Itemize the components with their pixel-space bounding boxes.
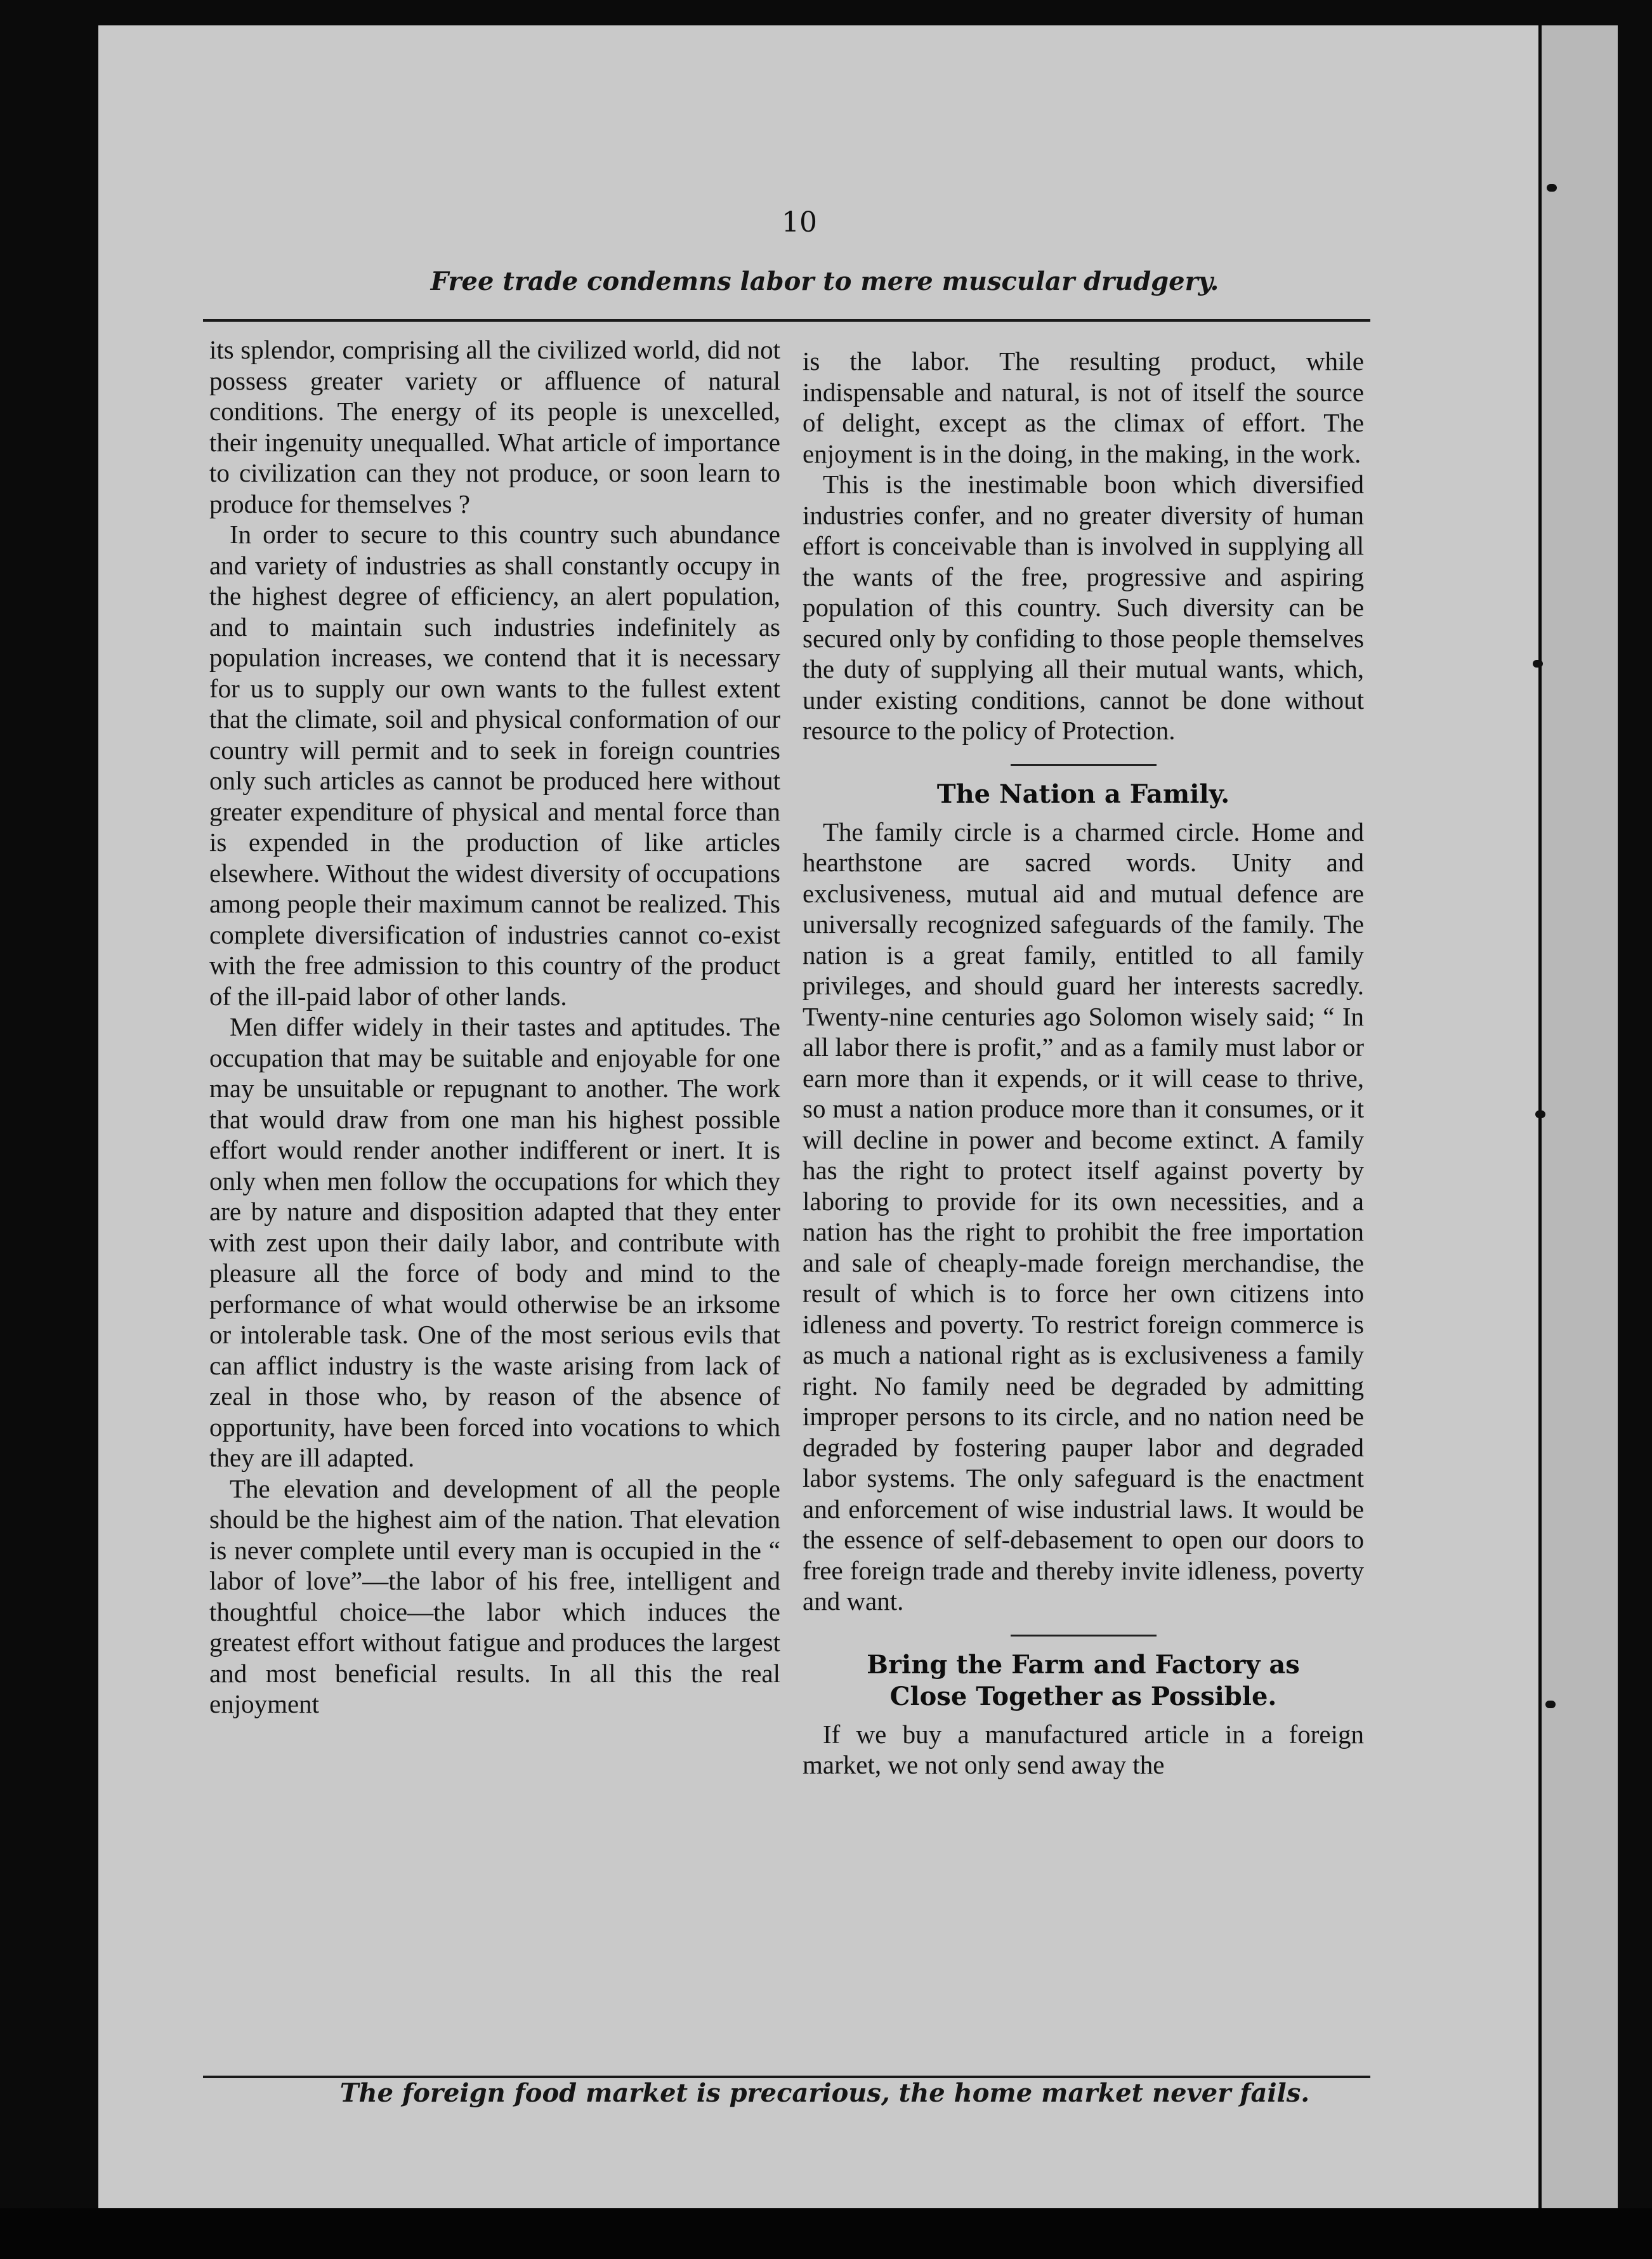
paragraph: In order to secure to this country such abundance and variety of industries as shall constantly occupy in the highest degree of efficiency, an alert population, and to maintain such industries indefinitely as population increases, we contend that it is necessary for us to supply our own wants to the fullest extent that the climate, soil and physical conformation of our country will permit and to seek in foreign countries only such articles as cannot be produced here without greater expenditure of physical and mental force than is expended in the production of like articles elsewhere. Without the widest diversity of occupations among people their maximum cannot be realized. This complete diversification of industries cannot co-exist with the free admission to this country of the product of the ill-paid labor of other lands.	[209, 520, 780, 1011]
scan-mark	[1547, 184, 1557, 192]
header-rule	[203, 319, 1370, 322]
scan-mark	[1535, 1110, 1545, 1118]
paragraph: This is the inestimable boon which diversified industries confer, and no greater diversity of human effort is conceivable than is involved in supplying all the wants of the free, progressive and aspiring population of this country. Such diversity can be secured only by confiding to those people themselves the duty of supplying all their mutual wants, which, under existing conditions, cannot be done without resource to the policy of Protection.	[803, 470, 1364, 745]
heading-line: Bring the Farm and Factory as	[867, 1649, 1300, 1680]
paragraph: is the labor. The resulting product, while indispensable and natural, is not of itself the source of delight, except as the climax of effort. The enjoyment is in the doing, in the making, in the work.	[803, 346, 1364, 468]
paragraph: its splendor, comprising all the civilized world, did not possess greater variety or affluence of natural conditions. The energy of its people is unexcelled, their ingenuity unequalled. What article of importance to civilization can they not produce, or soon learn to produce for themselves ?	[209, 335, 780, 518]
section-heading-nation-family: The Nation a Family.	[936, 779, 1230, 809]
paragraph: The elevation and development of all the people should be the highest aim of the nation. That elevation is never complete until every man is occupied in the “ labor of love”—the labor of his free, intelligent and thoughtful choice—the labor which induces the greatest effort without fatigue and produces the largest and most beneficial results. In all this the real enjoyment	[209, 1473, 780, 1718]
section-divider	[1011, 1635, 1157, 1637]
scan-border	[0, 2208, 1652, 2259]
section-heading-farm-factory	[803, 1649, 1364, 1713]
right-column	[803, 346, 1364, 1781]
heading-line: Close Together as Possible.	[889, 1681, 1277, 1711]
adjacent-page-edge	[1542, 25, 1618, 2208]
scan-mark	[1533, 660, 1543, 668]
footer-motto: The foreign food market is precarious, the home market never fails.	[339, 2078, 1310, 2108]
paragraph: If we buy a manufactured article in a foreign market, we not only send away the	[803, 1719, 1364, 1779]
page-number: 10	[782, 206, 817, 239]
header-motto: Free trade condemns labor to mere muscular drudgery.	[430, 267, 1219, 296]
section-divider	[1011, 764, 1157, 766]
paragraph: Men differ widely in their tastes and aptitudes. The occupation that may be suitable and enjoyable for one may be unsuitable or repugnant to another. The work that would draw from one man his highest possible effort would render another indifferent or inert. It is only when men follow the occupations for which they are by nature and disposition adapted that they enter with zest upon their daily labor, and contribute with pleasure all the force of body and mind to the performance of what would otherwise be an irksome or intolerable task. One of the most serious evils that can afflict industry is the waste arising from lack of zeal in those who, by reason of the absence of opportunity, have been forced into vocations to which they are ill adapted.	[209, 1012, 780, 1472]
left-column	[209, 334, 780, 1720]
scan-mark	[1545, 1701, 1556, 1708]
paragraph: The family circle is a charmed circle. Home and hearthstone are sacred words. Unity and exclusiveness, mutual aid and mutual defence are universally recognized safeguards of the family. The nation is a great family, entitled to all family privileges, and should guard her interests sacredly. Twenty-nine centuries ago Solomon wisely said; “ In all labor there is profit,” and as a family must labor or earn more than it expends, or it will cease to thrive, so must a nation produce more than it consumes, or it will decline in power and become extinct. A family has the right to protect itself against poverty by laboring to provide for its own necessities, and a nation has the right to prohibit the free importation and sale of cheaply-made foreign merchandise, the result of which is to force her own citizens into idleness and poverty. To restrict foreign commerce is as much a national right as is exclusiveness a family right. No family need be degraded by admitting improper persons to its circle, and no nation need be degraded by fostering pauper labor and degraded labor systems. The only safeguard is the enactment and enforcement of wise industrial laws. It would be the essence of self-debasement to open our doors to free foreign trade and thereby invite idleness, poverty and want.	[803, 817, 1364, 1616]
